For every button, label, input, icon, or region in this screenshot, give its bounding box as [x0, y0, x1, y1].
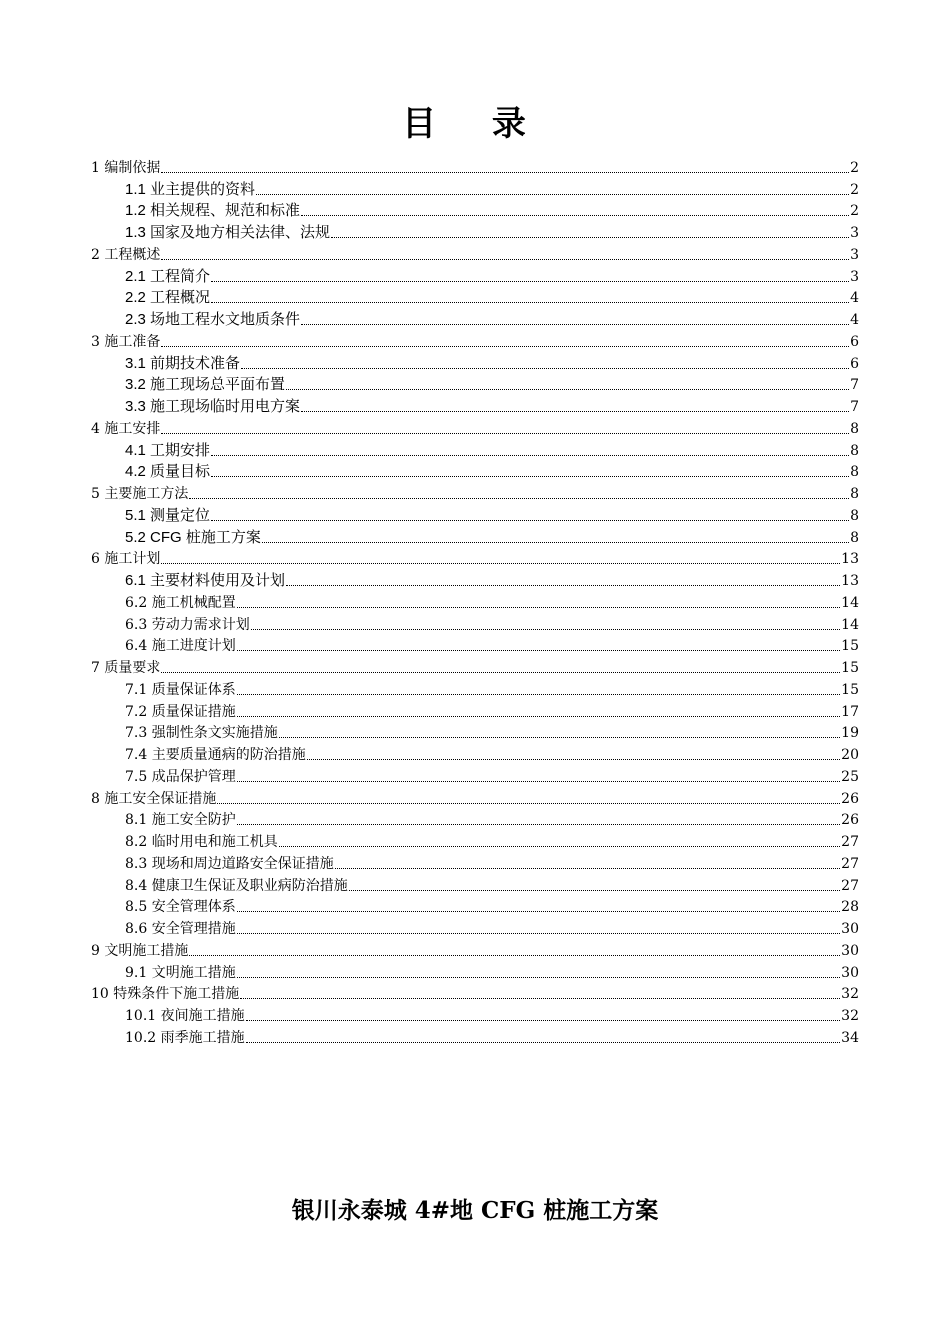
toc-leader-dots — [286, 584, 840, 586]
toc-leader-dots — [237, 823, 840, 825]
toc-entry[interactable] — [91, 656, 859, 678]
toc-entry-label: 6.4 施工进度计划 — [125, 638, 236, 655]
toc-leader-dots — [237, 715, 840, 717]
toc-entry-page-number: 7 — [850, 399, 859, 415]
toc-entry-page-number: 15 — [841, 681, 859, 698]
document-title: 银川永泰城 4#地 CFG 桩施工方案 — [291, 1197, 659, 1224]
toc-entry-page-number: 17 — [841, 703, 859, 720]
toc-entry[interactable] — [91, 635, 859, 657]
toc-leader-dots — [301, 323, 849, 325]
toc-leader-dots — [211, 519, 849, 521]
toc-leader-dots — [217, 802, 840, 804]
toc-entry-page-number: 30 — [841, 964, 859, 981]
toc-entry-label: 10.2 雨季施工措施 — [125, 1029, 245, 1046]
toc-entry-label: 8.6 安全管理措施 — [125, 921, 236, 937]
toc-leader-dots — [237, 649, 840, 651]
toc-entry-label: 8.1 施工安全防护 — [125, 812, 236, 829]
toc-entry-page-number: 8 — [850, 486, 859, 502]
toc-leader-dots — [256, 193, 849, 195]
toc-leader-dots — [237, 693, 840, 695]
toc-entry-label: 5.1 测量定位 — [125, 506, 211, 524]
toc-entry[interactable] — [91, 156, 859, 178]
toc-entry-page-number: 32 — [841, 1008, 859, 1024]
toc-entry-label: 4 施工安排 — [91, 420, 161, 437]
toc-entry-label: 1.1 业主提供的资料 — [125, 180, 256, 198]
toc-entry[interactable] — [91, 526, 859, 548]
toc-leader-dots — [211, 301, 849, 303]
toc-entry-page-number: 26 — [841, 812, 859, 829]
toc-leader-dots — [161, 258, 849, 260]
toc-entry[interactable] — [91, 548, 859, 570]
toc-leader-dots — [246, 1019, 841, 1021]
toc-entry[interactable] — [91, 439, 859, 461]
table-of-contents — [91, 156, 859, 1048]
toc-entry[interactable] — [91, 395, 859, 417]
toc-entry-label: 2 工程概述 — [91, 246, 161, 263]
toc-entry-label: 10.1 夜间施工措施 — [125, 1008, 245, 1024]
toc-entry-page-number: 15 — [841, 638, 859, 655]
toc-leader-dots — [161, 345, 849, 347]
toc-entry-label: 1.3 国家及地方相关法律、法规 — [125, 224, 331, 241]
toc-entry[interactable] — [91, 874, 859, 896]
toc-entry-page-number: 28 — [841, 899, 859, 916]
toc-leader-dots — [211, 454, 849, 456]
toc-entry[interactable] — [91, 678, 859, 700]
toc-entry-page-number: 13 — [841, 573, 859, 589]
toc-leader-dots — [331, 236, 849, 238]
toc-entry[interactable] — [91, 265, 859, 287]
toc-entry-label: 7.2 质量保证措施 — [125, 703, 236, 720]
toc-entry-page-number: 27 — [841, 834, 859, 850]
toc-entry[interactable] — [91, 700, 859, 722]
toc-entry[interactable] — [91, 352, 859, 374]
toc-entry-page-number: 20 — [841, 747, 859, 763]
toc-leader-dots — [279, 736, 840, 738]
toc-entry[interactable] — [91, 330, 859, 352]
toc-entry-page-number: 2 — [850, 181, 859, 198]
toc-entry-page-number: 14 — [841, 594, 859, 611]
toc-entry-page-number: 32 — [841, 986, 859, 1003]
toc-entry-page-number: 6 — [850, 333, 859, 350]
toc-entry-page-number: 6 — [850, 355, 859, 372]
toc-entry-page-number: 7 — [850, 377, 859, 394]
toc-entry[interactable] — [91, 308, 859, 330]
toc-entry-label: 2.1 工程简介 — [125, 267, 211, 285]
toc-leader-dots — [161, 171, 849, 173]
toc-entry-page-number: 27 — [841, 855, 859, 872]
toc-entry-page-number: 34 — [841, 1029, 859, 1046]
toc-leader-dots — [237, 910, 840, 912]
toc-leader-dots — [237, 780, 840, 782]
toc-entry-page-number: 27 — [841, 877, 859, 894]
toc-entry[interactable] — [91, 200, 859, 222]
toc-entry-page-number: 3 — [850, 268, 859, 285]
toc-entry-label: 7.1 质量保证体系 — [125, 681, 236, 698]
toc-entry[interactable] — [91, 221, 859, 243]
toc-entry-page-number: 14 — [841, 616, 859, 633]
toc-leader-dots — [301, 214, 849, 216]
toc-entry-label: 5 主要施工方法 — [91, 486, 189, 502]
toc-entry-label: 9.1 文明施工措施 — [125, 964, 236, 981]
toc-entry-page-number: 13 — [841, 551, 859, 568]
toc-entry[interactable] — [91, 461, 859, 483]
toc-entry-label: 2.2 工程概况 — [125, 289, 211, 307]
toc-leader-dots — [240, 997, 840, 999]
toc-entry-label: 3.1 前期技术准备 — [125, 354, 241, 372]
toc-leader-dots — [237, 606, 840, 608]
toc-entry[interactable] — [91, 765, 859, 787]
toc-entry-page-number: 3 — [850, 246, 859, 263]
toc-entry-label: 10 特殊条件下施工措施 — [91, 986, 240, 1003]
toc-entry-page-number: 26 — [841, 790, 859, 807]
toc-leader-dots — [211, 475, 849, 477]
toc-entry[interactable] — [91, 939, 859, 961]
toc-entry[interactable] — [91, 983, 859, 1005]
toc-leader-dots — [301, 410, 849, 412]
toc-entry[interactable] — [91, 591, 859, 613]
toc-entry-page-number: 30 — [841, 921, 859, 937]
toc-leader-dots — [307, 758, 840, 760]
toc-entry-label: 9 文明施工措施 — [91, 942, 189, 959]
toc-entry-label: 4.2 质量目标 — [125, 463, 211, 481]
toc-entry[interactable] — [91, 852, 859, 874]
toc-entry[interactable] — [91, 569, 859, 591]
toc-entry[interactable] — [91, 787, 859, 809]
toc-entry[interactable] — [91, 830, 859, 852]
toc-entry-label: 8.4 健康卫生保证及职业病防治措施 — [125, 877, 348, 894]
toc-entry[interactable] — [91, 287, 859, 309]
toc-entry-page-number: 8 — [850, 442, 859, 459]
toc-entry[interactable] — [91, 917, 859, 939]
toc-entry-label: 3.2 施工现场总平面布置 — [125, 376, 286, 394]
toc-entry[interactable] — [91, 243, 859, 265]
toc-leader-dots — [279, 845, 840, 847]
toc-entry-label: 1 编制依据 — [91, 159, 161, 176]
toc-leader-dots — [211, 280, 849, 282]
toc-entry-label: 8.5 安全管理体系 — [125, 899, 236, 916]
toc-entry-label: 4.1 工期安排 — [125, 441, 211, 459]
toc-leader-dots — [161, 671, 840, 673]
toc-entry[interactable] — [91, 896, 859, 918]
toc-entry-label: 8 施工安全保证措施 — [91, 790, 217, 807]
toc-entry-page-number: 3 — [850, 225, 859, 241]
toc-entry-page-number: 30 — [841, 942, 859, 959]
toc-entry[interactable] — [91, 504, 859, 526]
toc-entry-label: 7.4 主要质量通病的防治措施 — [125, 747, 306, 763]
toc-entry[interactable] — [91, 743, 859, 765]
toc-leader-dots — [161, 432, 849, 434]
toc-leader-dots — [161, 562, 840, 564]
toc-entry-label: 5.2 CFG 桩施工方案 — [125, 528, 261, 546]
toc-entry-label: 7.5 成品保护管理 — [125, 768, 236, 785]
toc-leader-dots — [237, 976, 840, 978]
toc-entry-page-number: 15 — [841, 660, 859, 676]
toc-entry-page-number: 19 — [841, 725, 859, 742]
toc-title: 目 录 — [402, 104, 548, 144]
toc-entry-label: 8.3 现场和周边道路安全保证措施 — [125, 855, 334, 872]
toc-entry-label: 7.3 强制性条文实施措施 — [125, 725, 278, 742]
toc-entry[interactable] — [91, 722, 859, 744]
toc-leader-dots — [251, 628, 840, 630]
toc-entry-label: 1.2 相关规程、规范和标准 — [125, 202, 301, 220]
toc-entry[interactable] — [91, 1026, 859, 1048]
toc-leader-dots — [286, 388, 849, 390]
toc-leader-dots — [189, 954, 840, 956]
toc-entry-label: 3 施工准备 — [91, 333, 161, 350]
toc-entry-page-number: 25 — [841, 768, 859, 785]
toc-entry-page-number: 4 — [850, 290, 859, 307]
toc-entry-label: 3.3 施工现场临时用电方案 — [125, 398, 301, 415]
toc-entry-page-number: 8 — [850, 507, 859, 524]
toc-entry-page-number: 4 — [850, 312, 859, 328]
toc-entry-label: 6 施工计划 — [91, 551, 161, 568]
toc-entry[interactable] — [91, 417, 859, 439]
toc-entry-label: 6.3 劳动力需求计划 — [125, 616, 250, 633]
toc-entry-label: 6.2 施工机械配置 — [125, 594, 236, 611]
toc-entry-page-number: 2 — [850, 159, 859, 176]
toc-leader-dots — [246, 1041, 841, 1043]
toc-entry-page-number: 8 — [850, 420, 859, 437]
toc-entry-page-number: 8 — [850, 464, 859, 481]
toc-entry-page-number: 2 — [850, 203, 859, 220]
toc-leader-dots — [237, 932, 840, 934]
toc-leader-dots — [189, 497, 849, 499]
toc-entry-label: 7 质量要求 — [91, 660, 161, 676]
toc-entry[interactable] — [91, 809, 859, 831]
toc-entry[interactable] — [91, 482, 859, 504]
toc-leader-dots — [241, 367, 849, 369]
toc-leader-dots — [335, 867, 840, 869]
toc-entry[interactable] — [91, 374, 859, 396]
toc-entry[interactable] — [91, 961, 859, 983]
toc-leader-dots — [262, 541, 849, 543]
toc-entry[interactable] — [91, 178, 859, 200]
toc-entry-label: 8.2 临时用电和施工机具 — [125, 834, 278, 850]
toc-entry-page-number: 8 — [850, 529, 859, 546]
toc-entry-label: 6.1 主要材料使用及计划 — [125, 572, 286, 589]
toc-entry-label: 2.3 场地工程水文地质条件 — [125, 311, 301, 328]
toc-entry[interactable] — [91, 613, 859, 635]
toc-entry[interactable] — [91, 1004, 859, 1026]
toc-leader-dots — [349, 889, 840, 891]
